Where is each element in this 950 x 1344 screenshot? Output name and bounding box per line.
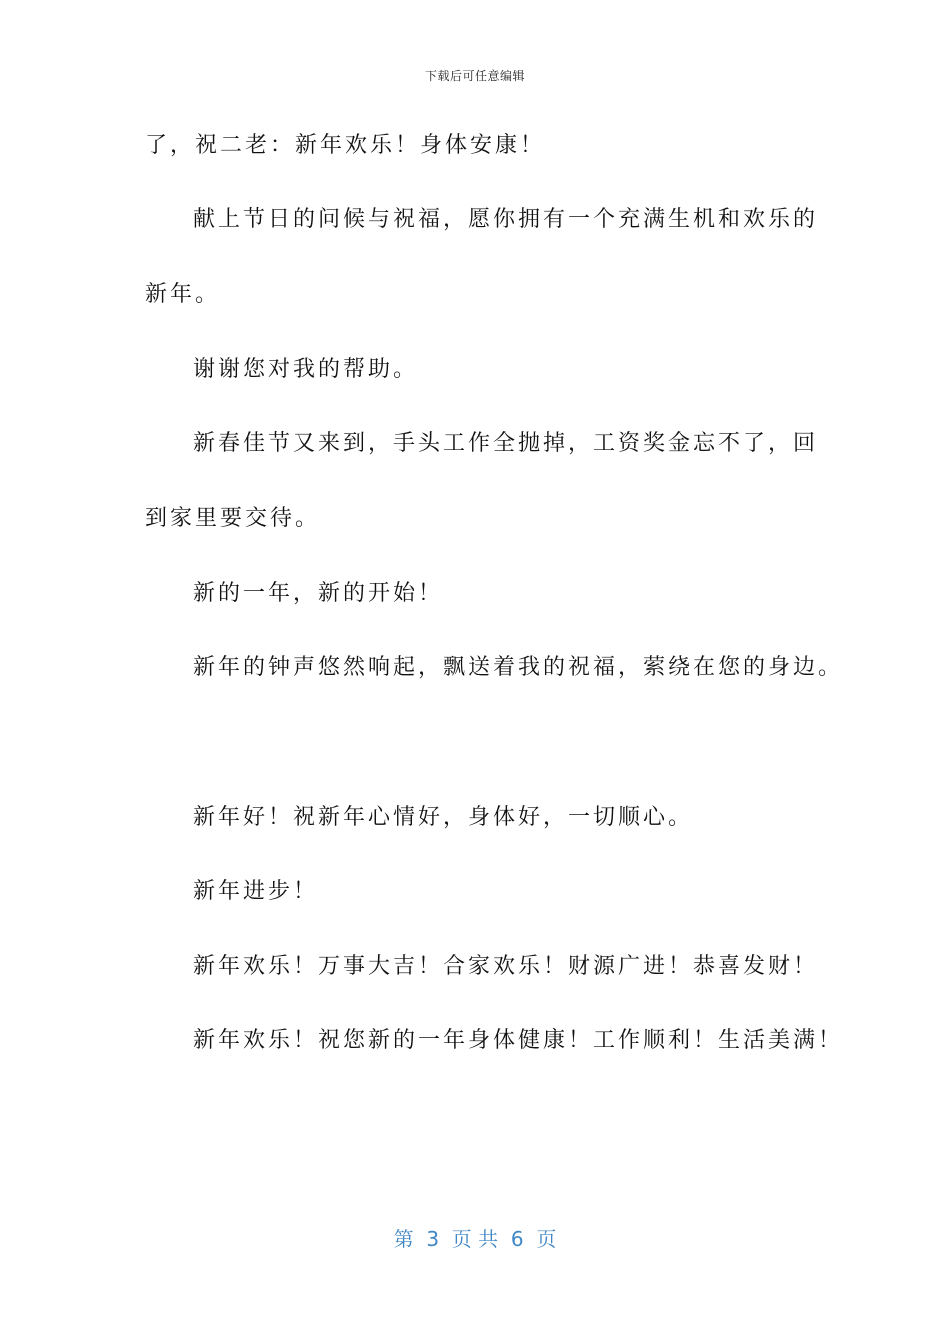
paragraph-line: 新年进步！ bbox=[193, 879, 319, 904]
header-note: 下载后可任意编辑 bbox=[424, 69, 525, 83]
paragraph-line: 新年欢乐！万事大吉！合家欢乐！财源广进！恭喜发财！ bbox=[193, 954, 819, 979]
paragraph-line: 到家里要交待。 bbox=[145, 506, 321, 531]
paragraph-line: 新年好！祝新年心情好，身体好，一切顺心。 bbox=[193, 805, 694, 830]
paragraph-line: 了，祝二老：新年欢乐！身体安康！ bbox=[145, 133, 546, 158]
paragraph-line: 新的一年，新的开始！ bbox=[193, 581, 444, 606]
page-number-footer: 第 3 页 共 6 页 bbox=[393, 1227, 557, 1251]
paragraph-line: 新年欢乐！祝您新的一年身体健康！工作顺利！生活美满！ bbox=[193, 1028, 844, 1053]
paragraph-line: 新春佳节又来到，手头工作全抛掉，工资奖金忘不了，回 bbox=[193, 431, 819, 456]
paragraph-line: 谢谢您对我的帮助。 bbox=[193, 357, 419, 382]
paragraph-line: 献上节日的问候与祝福，愿你拥有一个充满生机和欢乐的 bbox=[193, 207, 819, 232]
paragraph-line: 新年的钟声悠然响起，飘送着我的祝福，萦绕在您的身边。 bbox=[193, 655, 844, 680]
paragraph-line: 新年。 bbox=[145, 282, 221, 307]
